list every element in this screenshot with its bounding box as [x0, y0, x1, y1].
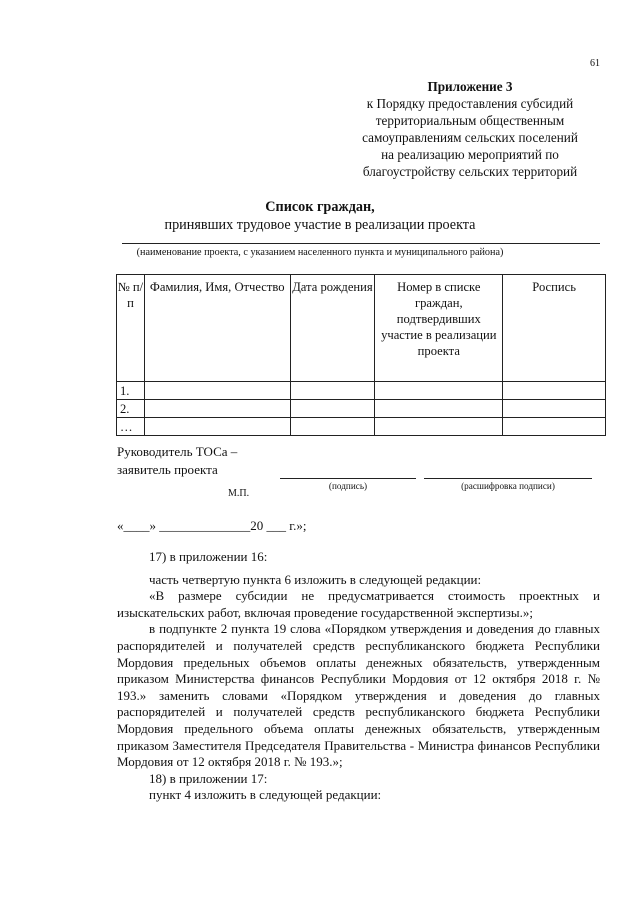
table-cell: [290, 400, 375, 418]
appendix-block: [340, 78, 600, 180]
table-cell: [503, 382, 606, 400]
appendix-line: на реализацию мероприятий по: [381, 147, 559, 162]
appendix-line: к Порядку предоставления субсидий: [366, 96, 574, 111]
table-header-row: [117, 275, 606, 382]
table-row: [117, 400, 606, 418]
table-row: [117, 382, 606, 400]
list-title: Список граждан,: [265, 199, 375, 215]
signature-decode-caption: (расшифровка подписи): [461, 481, 555, 491]
list-subtitle: принявших трудовое участие в реализации проекта: [164, 217, 476, 233]
row-number: 2.: [117, 400, 145, 418]
amendments-text: [117, 549, 600, 804]
header-cell-signature: Роспись: [503, 275, 606, 382]
table-cell: [375, 382, 503, 400]
signature-decode-line: [424, 478, 592, 479]
body-paragraph: часть четвертую пункта 6 изложить в следующей редакции:: [149, 571, 482, 587]
appendix-line: самоуправлениям сельских поселений: [362, 130, 578, 145]
table-cell: [144, 382, 290, 400]
header-cell-list-number: Номер в списке граждан, подтвердивших участие в реализации проекта: [375, 275, 503, 382]
body-paragraph: 17) в приложении 16:: [149, 549, 268, 564]
appendix-line: благоустройству сельских территорий: [362, 164, 578, 179]
appendix-title: Приложение 3: [427, 79, 513, 94]
appendix-line: территориальным общественным: [375, 113, 565, 128]
project-name-line: [122, 243, 600, 244]
stamp-label: М.П.: [228, 488, 250, 499]
page-number: 61: [590, 58, 600, 69]
table-cell: [290, 418, 375, 436]
body-paragraph: 18) в приложении 17:: [149, 770, 268, 786]
list-title-block: [0, 198, 640, 234]
row-number: …: [117, 418, 145, 436]
signatory-label-line: заявитель проекта: [117, 462, 218, 477]
body-paragraph: «В размере субсидии не предусматривается стоимость проектных и изыскательских работ, включая проведение государственной экспертизы.»;: [117, 588, 600, 620]
header-cell-birthdate: Дата рождения: [290, 275, 375, 382]
table-cell: [144, 418, 290, 436]
signatory-label: [117, 443, 237, 479]
citizens-table: [116, 274, 606, 436]
table-cell: [503, 400, 606, 418]
signature-line: [280, 478, 416, 479]
table-cell: [144, 400, 290, 418]
table-cell: [375, 400, 503, 418]
table-cell: [290, 382, 375, 400]
header-cell-name: Фамилия, Имя, Отчество: [144, 275, 290, 382]
table-cell: [375, 418, 503, 436]
signatory-label-line: Руководитель ТОСа –: [117, 444, 238, 459]
body-paragraph: пункт 4 изложить в следующей редакции:: [149, 787, 382, 803]
table-row: [117, 418, 606, 436]
table-cell: [503, 418, 606, 436]
body-paragraph: в подпункте 2 пункта 19 слова «Порядком утверждения и доведения до главных распорядителей и получателей средств республиканского бюджета Республики Мордовия предельных объемов оплаты денежных обязательств, утвержденным приказом Министерства финансов Республики Мордовия от 12 октября 2018 г. № 193.» заменить словами «Порядком утверждения и доведения до главных распорядителей и получателей средств республиканского бюджета Республики Мордовия предельного объема оплаты денежных обязательств, утвержденным приказом Заместителя Председателя Правительства - Министра финансов Республики Мордовия от 12 октября 2018 г. № 193.»;: [117, 621, 600, 770]
header-cell-number: № п/п: [117, 275, 145, 382]
row-number: 1.: [117, 382, 145, 400]
project-name-caption: (наименование проекта, с указанием населенного пункта и муниципального района): [136, 247, 504, 258]
date-line: «____» ______________20 ___ г.»;: [117, 518, 307, 533]
signature-caption: (подпись): [328, 481, 368, 491]
